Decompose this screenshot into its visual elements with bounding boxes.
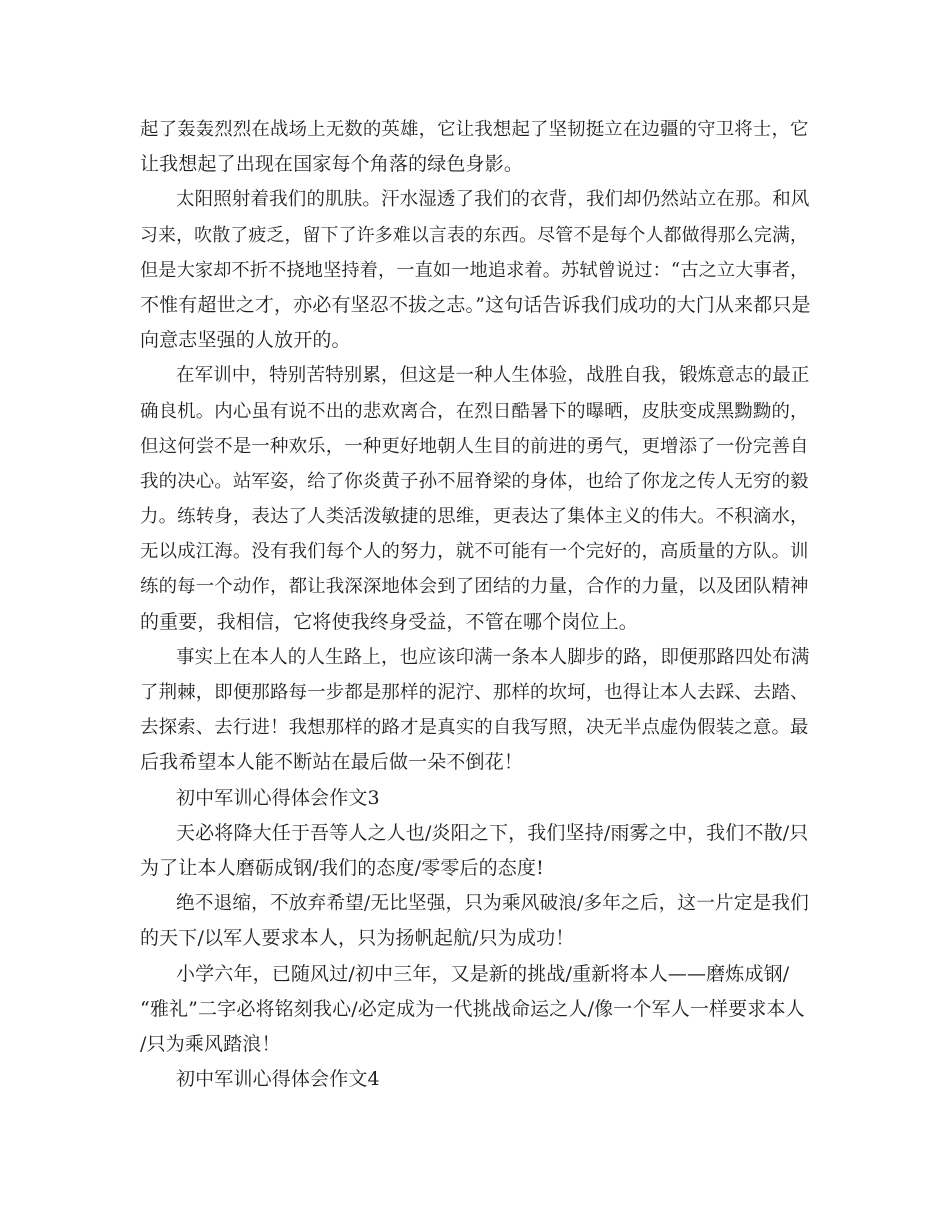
text-line: 去探索、去行进！我想那样的路才是真实的自我写照，决无半点虚伪假装之意。最 xyxy=(140,717,809,739)
text-line: 力。练转身，表达了人类活泼敏捷的思维，更表达了集体主义的伟大。不积滴水， xyxy=(140,506,809,528)
text-line: 太阳照射着我们的肌肤。汗水湿透了我们的衣背，我们却仍然站立在那。和风 xyxy=(176,189,810,211)
text-line: 的重要，我相信，它将使我终身受益，不管在哪个岗位上。 xyxy=(140,610,638,633)
text-line: 向意志坚强的人放开的。 xyxy=(140,329,351,352)
text-line: 但是大家却不折不挠地坚持着，一直如一地追求着。苏轼曾说过：“古之立大事者， xyxy=(140,259,809,281)
text-line: 为了让本人磨砺成钢/我们的态度/零零后的态度! xyxy=(140,856,544,879)
text-line: 起了轰轰烈烈在战场上无数的英雄，它让我想起了坚韧挺立在边疆的守卫将士，它 xyxy=(140,119,809,140)
text-line: 无以成江海。没有我们每个人的努力，就不可能有一个完好的，高质量的方队。训 xyxy=(140,541,809,563)
text-line: “雅礼”二字必将铭刻我心/必定成为一代挑战命运之人/像一个军人一样要求本人 xyxy=(140,997,805,1020)
text-line: 的天下/以军人要求本人，只为扬帆起航/只为成功！ xyxy=(140,927,575,950)
text-line: 练的每一个动作，都让我深深地体会到了团结的力量，合作的力量，以及团队精神 xyxy=(140,576,809,598)
text-line: 在军训中，特别苦特别累，但这是一种人生体验，战胜自我，锻炼意志的最正 xyxy=(176,365,810,387)
text-line: 小学六年，已随风过/初中三年，又是新的挑战/重新将本人——磨炼成钢/ xyxy=(176,962,790,985)
text-line: 我的决心。站军姿，给了你炎黄子孙不屈脊梁的身体，也给了你龙之传人无穷的毅 xyxy=(140,470,809,492)
section-heading: 初中军训心得体会作文4 xyxy=(176,1068,380,1091)
text-line: 后我希望本人能不断站在最后做一朵不倒花！ xyxy=(140,751,524,774)
text-line: 确良机。内心虽有说不出的悲欢离合，在烈日酷暑下的曝晒，皮肤变成黑黝黝的， xyxy=(140,400,809,422)
text-line: 天必将降大任于吾等人之人也/炎阳之下，我们坚持/雨雾之中，我们不散/只 xyxy=(176,821,809,844)
text-line: /只为乘风踏浪！ xyxy=(140,1032,281,1055)
text-line: 让我想起了出现在国家每个角落的绿色身影。 xyxy=(140,153,524,176)
text-line: 了荆棘，即便那路每一步都是那样的泥泞、那样的坎坷，也得让本人去踩、去踏、 xyxy=(140,682,809,703)
text-line: 不惟有超世之才，亦必有坚忍不拔之志。”这句话告诉我们成功的大门从来都只是 xyxy=(140,293,811,316)
text-line: 习来，吹散了疲乏，留下了许多难以言表的东西。尽管不是每个人都做得那么完满， xyxy=(140,224,809,246)
text-line: 但这何尝不是一种欢乐，一种更好地朝人生目的前进的勇气，更增添了一份完善自 xyxy=(140,435,809,457)
section-heading: 初中军训心得体会作文3 xyxy=(176,786,380,809)
text-line: 绝不退缩，不放弃希望/无比坚强，只为乘风破浪/多年之后，这一片定是我们 xyxy=(176,893,809,915)
text-line: 事实上在本人的人生路上，也应该印满一条本人脚步的路，即便那路四处布满 xyxy=(176,646,810,668)
document-body xyxy=(140,112,812,1097)
